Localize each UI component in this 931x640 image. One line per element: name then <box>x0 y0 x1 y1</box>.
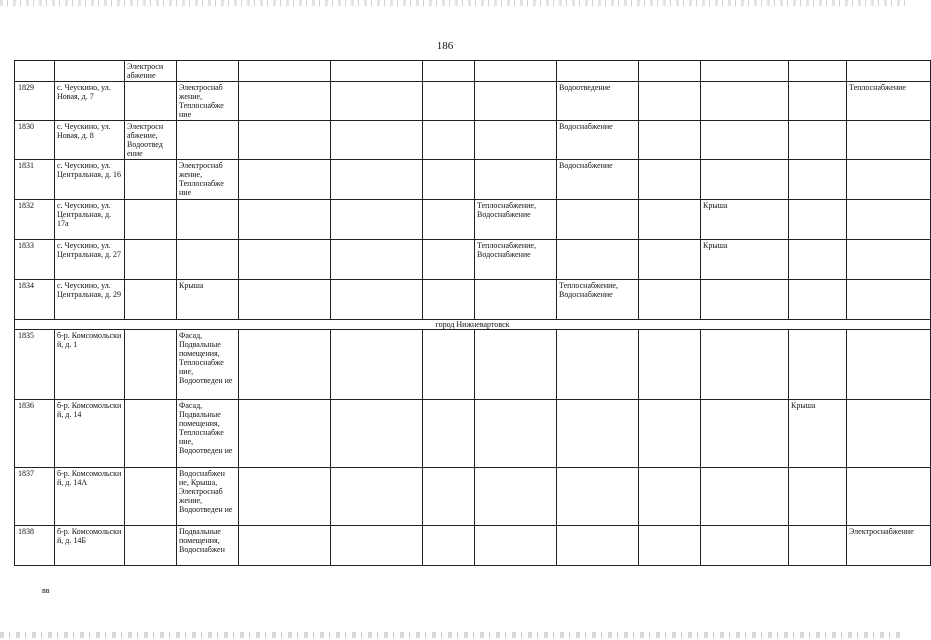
table-cell <box>847 330 931 400</box>
table-cell <box>475 61 557 82</box>
cell-record-number: 1834 <box>15 280 55 320</box>
table-row <box>15 160 931 200</box>
cell-record-number: 1838 <box>15 526 55 566</box>
table-row <box>15 526 931 566</box>
table-cell <box>125 330 177 400</box>
table-row <box>15 400 931 468</box>
table-cell <box>177 121 239 160</box>
table-body-nizhnevartovsk <box>15 330 931 566</box>
table-cell <box>789 82 847 121</box>
table-cell <box>423 82 475 121</box>
table-cell <box>177 200 239 240</box>
cell-record-number <box>15 61 55 82</box>
table-cell: Теплоснабжение, Водоснабжение <box>475 200 557 240</box>
table-cell <box>639 468 701 526</box>
table-cell <box>423 121 475 160</box>
table-row <box>15 82 931 121</box>
table-cell <box>701 160 789 200</box>
cell-address: с. Чеускино, ул. Центральная, д. 16 <box>55 160 125 200</box>
table-cell <box>475 121 557 160</box>
table-cell <box>331 330 423 400</box>
table-cell: Фасад, Подвальные помещения, Теплоснабже ние, Водоотведен ие <box>177 330 239 400</box>
table-cell <box>331 526 423 566</box>
table-cell <box>789 280 847 320</box>
table-cell <box>701 61 789 82</box>
footer-mark: вв <box>42 586 50 595</box>
table-cell <box>331 61 423 82</box>
table-cell <box>789 468 847 526</box>
table-cell <box>557 330 639 400</box>
table-cell: Теплоснабжение <box>847 82 931 121</box>
table-cell <box>557 400 639 468</box>
table-cell <box>789 61 847 82</box>
scan-edge-top <box>0 0 905 6</box>
table-cell <box>475 468 557 526</box>
table-cell <box>847 160 931 200</box>
table-cell <box>331 400 423 468</box>
cell-record-number: 1836 <box>15 400 55 468</box>
table-cell <box>239 121 331 160</box>
table-cell <box>125 200 177 240</box>
table-cell: Теплоснабжение, Водоснабжение <box>557 280 639 320</box>
table-row <box>15 330 931 400</box>
table-cell <box>177 240 239 280</box>
table-cell <box>847 121 931 160</box>
table-cell <box>239 400 331 468</box>
table-cell <box>423 400 475 468</box>
table-cell <box>239 61 331 82</box>
table-cell: Водоснабжен ие, Крыша, Электроснаб жение, Водоотведен ие <box>177 468 239 526</box>
city-name: город Нижневартовск <box>15 320 931 330</box>
table-cell <box>423 200 475 240</box>
table-cell <box>557 526 639 566</box>
cell-address: б-р. Комсомольски й, д. 14А <box>55 468 125 526</box>
table-row <box>15 121 931 160</box>
table-cell <box>701 400 789 468</box>
table-cell <box>331 82 423 121</box>
table-cell <box>639 121 701 160</box>
table-cell <box>423 240 475 280</box>
cell-address: с. Чеускино, ул. Центральная, д. 17а <box>55 200 125 240</box>
table-cell <box>239 468 331 526</box>
cell-address: б-р. Комсомольски й, д. 14 <box>55 400 125 468</box>
cell-address: б-р. Комсомольски й, д. 14Б <box>55 526 125 566</box>
table-cell <box>177 61 239 82</box>
table-cell <box>125 82 177 121</box>
table-cell: Электроснаб жение, Теплоснабже ние <box>177 82 239 121</box>
table-cell <box>331 240 423 280</box>
table-cell <box>701 280 789 320</box>
table-cell <box>701 121 789 160</box>
table-cell <box>475 160 557 200</box>
cell-address: с. Чеускино, ул. Новая, д. 7 <box>55 82 125 121</box>
table-cell <box>125 400 177 468</box>
table-cell <box>239 82 331 121</box>
table-cell <box>475 330 557 400</box>
table-cell: Электроси абжение <box>125 61 177 82</box>
table-cell <box>639 240 701 280</box>
table-cell: Подвальные помещения, Водоснабжен <box>177 526 239 566</box>
table-cell <box>475 526 557 566</box>
table-cell <box>331 121 423 160</box>
table-cell: Электросн абжение, Водоотвед ение <box>125 121 177 160</box>
table-cell <box>847 240 931 280</box>
table-cell <box>239 280 331 320</box>
table-cell <box>423 526 475 566</box>
table-cell <box>847 400 931 468</box>
table-cell <box>789 526 847 566</box>
table-cell <box>239 240 331 280</box>
table-cell: Крыша <box>701 200 789 240</box>
table-cell <box>639 160 701 200</box>
table-cell <box>557 61 639 82</box>
table-cell <box>239 526 331 566</box>
table-section-city <box>15 320 931 330</box>
table-cell <box>557 240 639 280</box>
table-cell <box>557 468 639 526</box>
table-cell <box>239 200 331 240</box>
table-cell <box>125 468 177 526</box>
table-cell <box>639 526 701 566</box>
table-cell <box>331 280 423 320</box>
scan-edge-bottom <box>0 632 905 638</box>
cell-record-number: 1833 <box>15 240 55 280</box>
cell-record-number: 1829 <box>15 82 55 121</box>
table-cell <box>125 240 177 280</box>
table-cell <box>475 82 557 121</box>
cell-record-number: 1835 <box>15 330 55 400</box>
city-section-row <box>15 320 931 330</box>
table-cell <box>789 200 847 240</box>
table-cell <box>423 468 475 526</box>
table-cell: Крыша <box>177 280 239 320</box>
cell-address: с. Чеускино, ул. Новая, д. 8 <box>55 121 125 160</box>
table-cell: Водоотведение <box>557 82 639 121</box>
table-cell <box>639 400 701 468</box>
table-cell <box>239 160 331 200</box>
table-cell: Электроснабжение <box>847 526 931 566</box>
table-body-chuskino <box>15 61 931 320</box>
table-cell <box>639 61 701 82</box>
table-cell: Фасад, Подвальные помещения, Теплоснабже ние, Водоотведен ие <box>177 400 239 468</box>
table-row <box>15 468 931 526</box>
table-cell <box>789 160 847 200</box>
table-cell <box>331 468 423 526</box>
table-cell <box>423 160 475 200</box>
cell-address: с. Чеускино, ул. Центральная, д. 27 <box>55 240 125 280</box>
table-cell <box>423 280 475 320</box>
table-cell: Крыша <box>789 400 847 468</box>
cell-address: б-р. Комсомольски й, д. 1 <box>55 330 125 400</box>
table-cell <box>701 468 789 526</box>
table-cell <box>639 330 701 400</box>
table-cell <box>423 330 475 400</box>
cell-record-number: 1830 <box>15 121 55 160</box>
table-cell: Электроснаб жение, Теплоснабже ние <box>177 160 239 200</box>
table-cell <box>331 160 423 200</box>
table-cell <box>475 280 557 320</box>
table-cell: Теплоснабжение, Водоснабжение <box>475 240 557 280</box>
table-cell <box>847 61 931 82</box>
table-row <box>15 200 931 240</box>
table-cell <box>639 280 701 320</box>
table-cell: Крыша <box>701 240 789 280</box>
table-cell <box>847 200 931 240</box>
table-cell <box>125 280 177 320</box>
cell-record-number: 1831 <box>15 160 55 200</box>
table-cell <box>639 200 701 240</box>
page-number: 186 <box>436 40 454 52</box>
cell-record-number: 1832 <box>15 200 55 240</box>
table-cell <box>475 400 557 468</box>
table-row <box>15 280 931 320</box>
table-header-row <box>15 61 931 82</box>
table-cell <box>239 330 331 400</box>
table-cell <box>701 526 789 566</box>
table-cell: Водоснабжение <box>557 121 639 160</box>
table-cell: Водоснабжение <box>557 160 639 200</box>
table-cell <box>789 121 847 160</box>
table-cell <box>789 240 847 280</box>
cell-address: с. Чеускино, ул. Центральная, д. 29 <box>55 280 125 320</box>
table-cell <box>847 280 931 320</box>
table-cell <box>701 330 789 400</box>
table-cell <box>125 160 177 200</box>
table-cell <box>847 468 931 526</box>
table-cell <box>557 200 639 240</box>
table-cell <box>125 526 177 566</box>
repair-register-table <box>14 60 931 566</box>
table-row <box>15 240 931 280</box>
table-cell <box>701 82 789 121</box>
table-cell <box>423 61 475 82</box>
table-cell <box>331 200 423 240</box>
table-cell <box>789 330 847 400</box>
cell-address <box>55 61 125 82</box>
cell-record-number: 1837 <box>15 468 55 526</box>
table-cell <box>639 82 701 121</box>
